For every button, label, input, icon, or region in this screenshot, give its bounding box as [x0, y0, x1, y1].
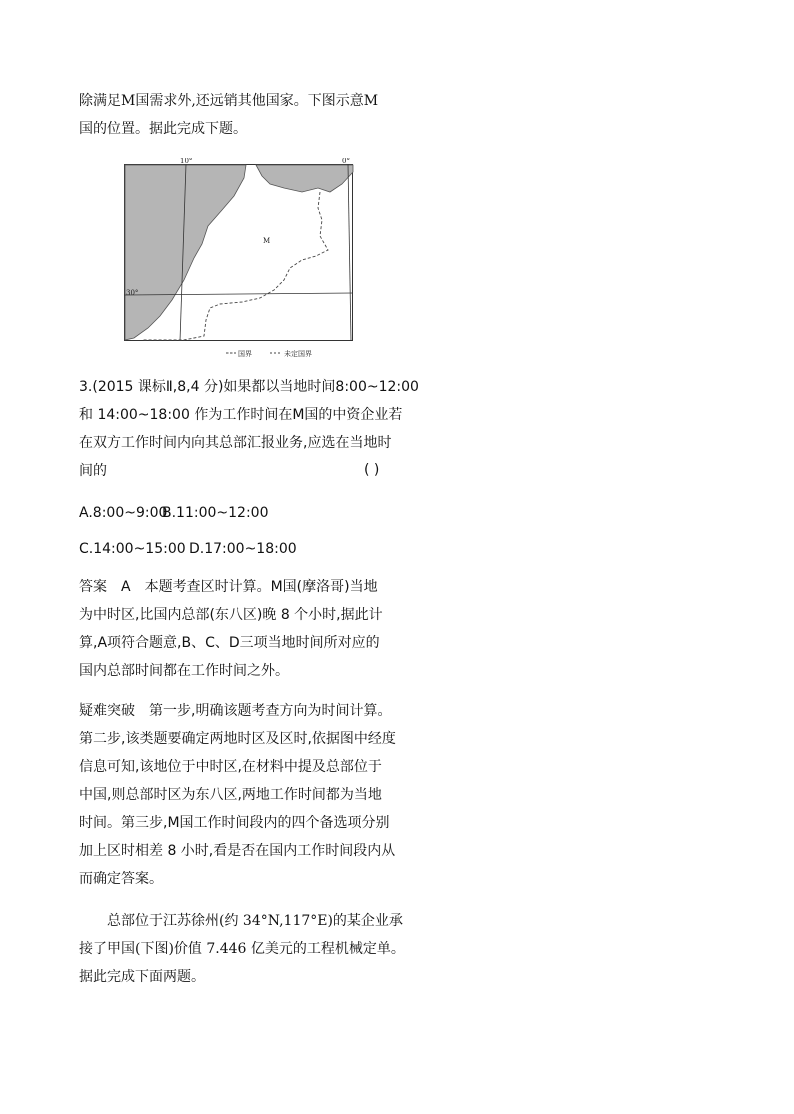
analysis-line-7: 而确定答案。: [79, 871, 163, 887]
option-c: C.14:00~15:00: [79, 541, 186, 557]
question-line-3: 在双方工作时间内向其总部汇报业务,应选在当地时: [79, 435, 392, 451]
question-line-1: 3.(2015 课标Ⅱ,8,4 分)如果都以当地时间8:00~12:00: [79, 379, 419, 395]
morocco-location-map: [124, 158, 356, 358]
analysis-line-3: 信息可知,该地位于中时区,在材料中提及总部位于: [79, 759, 382, 775]
label-lon-10: 10°: [180, 158, 193, 165]
answer-line-2: 为中时区,比国内总部(东八区)晚 8 个小时,据此计: [79, 607, 383, 623]
intro-line-2: 国的位置。据此完成下题。: [79, 121, 247, 137]
next-line-3: 据此完成下面两题。: [79, 969, 205, 985]
next-line-2: 接了甲国(下图)价值 7.446 亿美元的工程机械定单。: [79, 941, 405, 957]
answer-line-1: 答案 A 本题考查区时计算。M国(摩洛哥)当地: [79, 579, 378, 595]
analysis-line-5: 时间。第三步,M国工作时间段内的四个备选项分别: [79, 815, 390, 831]
answer-line-3: 算,A项符合题意,B、C、D三项当地时间所对应的: [79, 635, 380, 651]
question-line-4: 间的: [79, 463, 107, 479]
question-line-2: 和 14:00~18:00 作为工作时间在M国的中资企业若: [79, 407, 403, 423]
intro-line-1: 除满足M国需求外,还远销其他国家。下图示意M: [79, 93, 379, 109]
analysis-line-6: 加上区时相差 8 小时,看是否在国内工作时间段内从: [79, 843, 396, 859]
label-lon-0: 0°: [342, 158, 350, 165]
answer-bracket: ( ): [364, 462, 380, 478]
label-country-m: M: [263, 237, 271, 245]
option-a: A.8:00~9:00: [79, 505, 168, 521]
analysis-line-2: 第二步,该类题要确定两地时区及区时,依据图中经度: [79, 731, 396, 747]
next-line-1: 总部位于江苏徐州(约 34°N,117°E)的某企业承: [107, 913, 403, 929]
answer-line-4: 国内总部时间都在工作时间之外。: [79, 663, 289, 679]
option-d: D.17:00~18:00: [189, 541, 297, 557]
legend-undetermined-label: 未定国界: [284, 350, 312, 358]
analysis-line-4: 中国,则总部时区为东八区,两地工作时间都为当地: [79, 787, 382, 803]
legend-border-label: 国界: [238, 350, 252, 358]
analysis-line-1: 疑难突破 第一步,明确该题考查方向为时间计算。: [79, 703, 392, 719]
label-lat-30: 30°: [126, 289, 139, 297]
option-b: B.11:00~12:00: [162, 505, 269, 521]
